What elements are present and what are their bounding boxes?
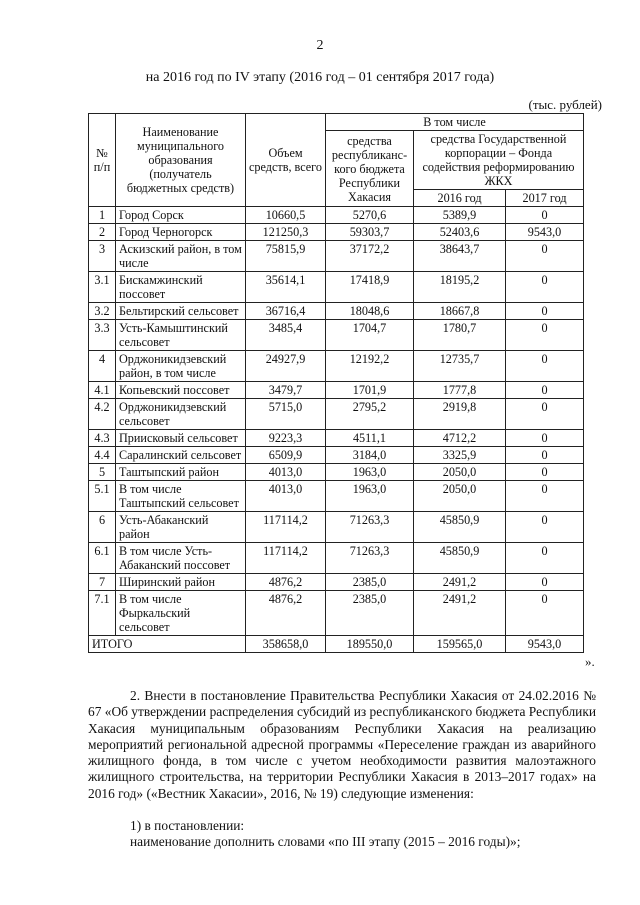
table-row bbox=[89, 481, 584, 512]
cell-fund2016: 5389,9 bbox=[414, 207, 506, 224]
cell-num: 3.1 bbox=[89, 272, 116, 303]
cell-name: В том числе Таштыпский сельсовет bbox=[116, 481, 246, 512]
header-republic: средства республиканс-кого бюджета Республики Хакасия bbox=[326, 131, 414, 207]
cell-num: 2 bbox=[89, 224, 116, 241]
table-row bbox=[89, 543, 584, 574]
subsidy-table bbox=[88, 113, 584, 653]
header-fund: средства Государственной корпорации – Фонда содействия реформированию ЖКХ bbox=[414, 131, 584, 190]
cell-total: 35614,1 bbox=[246, 272, 326, 303]
cell-fund2016: 1777,8 bbox=[414, 382, 506, 399]
cell-fund2016: 2050,0 bbox=[414, 481, 506, 512]
cell-total: 117114,2 bbox=[246, 543, 326, 574]
cell-fund2017: 0 bbox=[506, 241, 584, 272]
cell-name: Саралинский сельсовет bbox=[116, 447, 246, 464]
cell-republic: 1701,9 bbox=[326, 382, 414, 399]
total-fund-2016: 159565,0 bbox=[414, 636, 506, 653]
cell-fund2017: 9543,0 bbox=[506, 224, 584, 241]
table-row bbox=[89, 351, 584, 382]
cell-republic: 59303,7 bbox=[326, 224, 414, 241]
table-subtitle: на 2016 год по IV этапу (2016 год – 01 сентября 2017 года) bbox=[145, 70, 495, 85]
cell-republic: 17418,9 bbox=[326, 272, 414, 303]
table-row bbox=[89, 512, 584, 543]
cell-fund2016: 2050,0 bbox=[414, 464, 506, 481]
cell-num: 6 bbox=[89, 512, 116, 543]
paragraph-amendment: 2. Внести в постановление Правительства Республики Хакасия от 24.02.2016 № 67 «Об утверждении распределения субсидий из республиканского бюджета Республики Хакасия муниципальным образованиям Республики Хакасия на реализацию мероприятий региональной адресной программы «Переселение граждан из аварийного жилищного фонда, в том числе с учетом необходимости развития малоэтажного жилищного строительства, на территории Республики Хакасия в 2013–2017 годах» на 2016 год» («Вестник Хакасии», 2016, № 19) следующие изменения: bbox=[88, 688, 596, 801]
cell-total: 9223,3 bbox=[246, 430, 326, 447]
cell-fund2017: 0 bbox=[506, 512, 584, 543]
cell-fund2016: 4712,2 bbox=[414, 430, 506, 447]
cell-name: Бискамжинский поссовет bbox=[116, 272, 246, 303]
cell-total: 4876,2 bbox=[246, 591, 326, 636]
cell-total: 36716,4 bbox=[246, 303, 326, 320]
cell-name: Таштыпский район bbox=[116, 464, 246, 481]
cell-fund2017: 0 bbox=[506, 351, 584, 382]
cell-fund2017: 0 bbox=[506, 272, 584, 303]
cell-name: Приисковый сельсовет bbox=[116, 430, 246, 447]
cell-total: 24927,9 bbox=[246, 351, 326, 382]
cell-total: 3479,7 bbox=[246, 382, 326, 399]
cell-fund2017: 0 bbox=[506, 464, 584, 481]
cell-fund2016: 38643,7 bbox=[414, 241, 506, 272]
cell-name: Орджоникидзевский район, в том числе bbox=[116, 351, 246, 382]
cell-republic: 12192,2 bbox=[326, 351, 414, 382]
cell-fund2016: 3325,9 bbox=[414, 447, 506, 464]
table-row bbox=[89, 447, 584, 464]
cell-fund2016: 18195,2 bbox=[414, 272, 506, 303]
total-label: ИТОГО bbox=[89, 636, 246, 653]
cell-fund2017: 0 bbox=[506, 430, 584, 447]
cell-republic: 37172,2 bbox=[326, 241, 414, 272]
cell-name: Город Черногорск bbox=[116, 224, 246, 241]
cell-republic: 2385,0 bbox=[326, 591, 414, 636]
cell-total: 3485,4 bbox=[246, 320, 326, 351]
cell-total: 4876,2 bbox=[246, 574, 326, 591]
cell-total: 10660,5 bbox=[246, 207, 326, 224]
cell-republic: 1963,0 bbox=[326, 464, 414, 481]
header-including: В том числе bbox=[326, 114, 584, 131]
closing-quote: ». bbox=[585, 654, 595, 669]
cell-num: 4.2 bbox=[89, 399, 116, 430]
header-year-2017: 2017 год bbox=[506, 190, 584, 207]
table-row bbox=[89, 574, 584, 591]
cell-fund2017: 0 bbox=[506, 320, 584, 351]
table-row bbox=[89, 224, 584, 241]
table-row bbox=[89, 382, 584, 399]
cell-num: 6.1 bbox=[89, 543, 116, 574]
table-row bbox=[89, 399, 584, 430]
cell-fund2016: 2491,2 bbox=[414, 574, 506, 591]
cell-fund2017: 0 bbox=[506, 207, 584, 224]
cell-fund2016: 45850,9 bbox=[414, 543, 506, 574]
cell-name: Аскизский район, в том числе bbox=[116, 241, 246, 272]
cell-fund2017: 0 bbox=[506, 543, 584, 574]
header-num: № п/п bbox=[89, 114, 116, 207]
paragraph-name-change: наименование дополнить словами «по III этапу (2015 – 2016 годы)»; bbox=[130, 834, 521, 849]
cell-num: 7.1 bbox=[89, 591, 116, 636]
cell-name: Ширинский район bbox=[116, 574, 246, 591]
cell-fund2017: 0 bbox=[506, 447, 584, 464]
header-total: Объем средств, всего bbox=[246, 114, 326, 207]
cell-name: Усть-Камыштинский сельсовет bbox=[116, 320, 246, 351]
cell-num: 3.2 bbox=[89, 303, 116, 320]
cell-fund2016: 1780,7 bbox=[414, 320, 506, 351]
cell-fund2017: 0 bbox=[506, 382, 584, 399]
cell-total: 5715,0 bbox=[246, 399, 326, 430]
table-row bbox=[89, 320, 584, 351]
page-number: 2 bbox=[316, 38, 324, 53]
table-row bbox=[89, 591, 584, 636]
cell-fund2016: 2919,8 bbox=[414, 399, 506, 430]
paragraph-subitem: 1) в постановлении: bbox=[130, 818, 245, 833]
cell-fund2017: 0 bbox=[506, 399, 584, 430]
cell-fund2017: 0 bbox=[506, 574, 584, 591]
cell-republic: 1704,7 bbox=[326, 320, 414, 351]
unit-note: (тыс. рублей) bbox=[528, 97, 602, 112]
cell-num: 4.1 bbox=[89, 382, 116, 399]
cell-republic: 2385,0 bbox=[326, 574, 414, 591]
cell-name: Копьевский поссовет bbox=[116, 382, 246, 399]
cell-fund2016: 2491,2 bbox=[414, 591, 506, 636]
table-row bbox=[89, 430, 584, 447]
cell-republic: 1963,0 bbox=[326, 481, 414, 512]
header-name: Наименование муниципального образования (получатель бюджетных средств) bbox=[116, 114, 246, 207]
cell-num: 4.3 bbox=[89, 430, 116, 447]
cell-republic: 3184,0 bbox=[326, 447, 414, 464]
table-row bbox=[89, 464, 584, 481]
cell-republic: 2795,2 bbox=[326, 399, 414, 430]
cell-num: 1 bbox=[89, 207, 116, 224]
cell-total: 6509,9 bbox=[246, 447, 326, 464]
cell-republic: 18048,6 bbox=[326, 303, 414, 320]
cell-total: 121250,3 bbox=[246, 224, 326, 241]
cell-name: Город Сорск bbox=[116, 207, 246, 224]
cell-name: Орджоникидзевский сельсовет bbox=[116, 399, 246, 430]
table-body bbox=[89, 207, 584, 636]
cell-num: 5 bbox=[89, 464, 116, 481]
cell-total: 75815,9 bbox=[246, 241, 326, 272]
cell-republic: 4511,1 bbox=[326, 430, 414, 447]
cell-name: В том числе Фыркальский сельсовет bbox=[116, 591, 246, 636]
total-fund-2017: 9543,0 bbox=[506, 636, 584, 653]
table-row bbox=[89, 207, 584, 224]
table-row bbox=[89, 272, 584, 303]
cell-fund2017: 0 bbox=[506, 303, 584, 320]
cell-republic: 71263,3 bbox=[326, 512, 414, 543]
cell-num: 3.3 bbox=[89, 320, 116, 351]
cell-fund2016: 52403,6 bbox=[414, 224, 506, 241]
total-republic: 189550,0 bbox=[326, 636, 414, 653]
cell-fund2016: 45850,9 bbox=[414, 512, 506, 543]
cell-name: Усть-Абаканский район bbox=[116, 512, 246, 543]
cell-num: 3 bbox=[89, 241, 116, 272]
cell-num: 4 bbox=[89, 351, 116, 382]
table-row bbox=[89, 241, 584, 272]
cell-republic: 5270,6 bbox=[326, 207, 414, 224]
cell-total: 4013,0 bbox=[246, 464, 326, 481]
cell-total: 117114,2 bbox=[246, 512, 326, 543]
cell-fund2016: 12735,7 bbox=[414, 351, 506, 382]
header-year-2016: 2016 год bbox=[414, 190, 506, 207]
total-row bbox=[89, 636, 584, 653]
cell-num: 5.1 bbox=[89, 481, 116, 512]
cell-name: Бельтирский сельсовет bbox=[116, 303, 246, 320]
cell-fund2017: 0 bbox=[506, 591, 584, 636]
cell-total: 4013,0 bbox=[246, 481, 326, 512]
cell-fund2016: 18667,8 bbox=[414, 303, 506, 320]
total-sum: 358658,0 bbox=[246, 636, 326, 653]
cell-num: 4.4 bbox=[89, 447, 116, 464]
cell-name: В том числе Усть-Абаканский поссовет bbox=[116, 543, 246, 574]
cell-num: 7 bbox=[89, 574, 116, 591]
table-row bbox=[89, 303, 584, 320]
cell-fund2017: 0 bbox=[506, 481, 584, 512]
cell-republic: 71263,3 bbox=[326, 543, 414, 574]
